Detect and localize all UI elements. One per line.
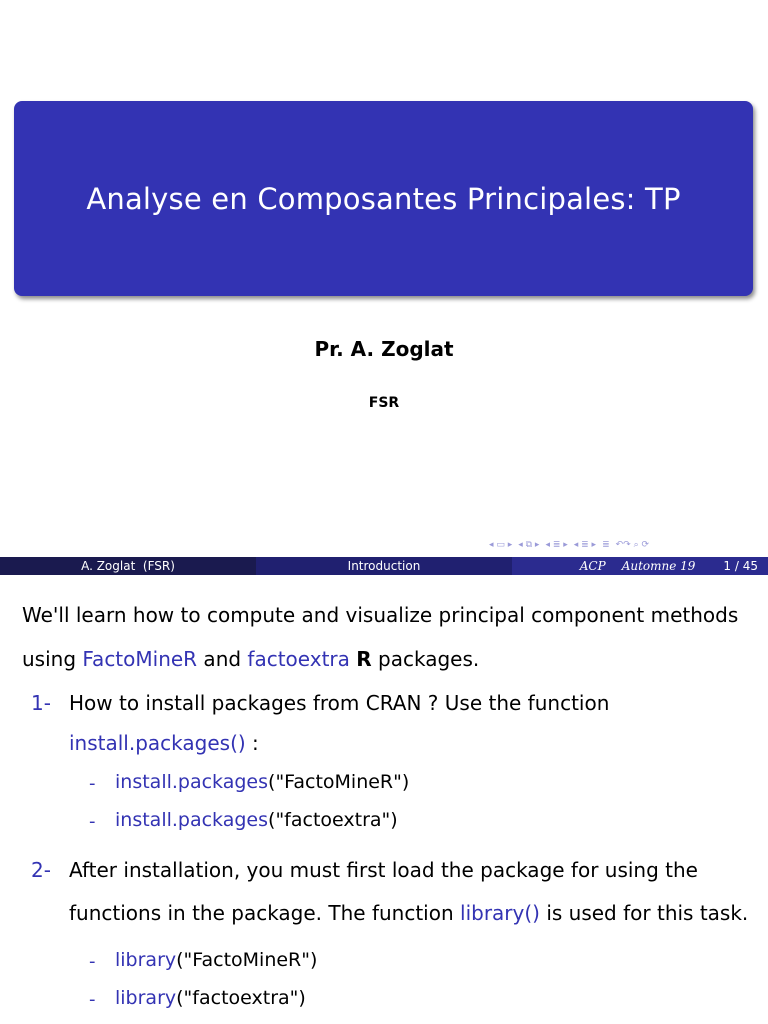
footline-short-title: ACP <box>579 559 606 573</box>
nav-search-icon[interactable]: ↶↷ ⌕ ⟳ <box>615 540 650 550</box>
package-name-factoextra: factoextra <box>247 647 350 671</box>
nav-section-icon[interactable]: ◂ ≣ ▸ <box>545 540 568 550</box>
intro-text: and <box>197 647 248 671</box>
slide-title: Analyse en Composantes Principales: TP <box>86 181 681 216</box>
beamer-navigation-bar <box>489 538 649 552</box>
item-2-line-2 <box>69 901 748 925</box>
r-language-name: R <box>356 647 372 671</box>
footline-author-text: A. Zoglat (FSR) <box>81 559 175 573</box>
footline-section <box>256 557 512 575</box>
subitem-install-factoextra <box>115 809 398 831</box>
author: Pr. A. Zoglat <box>314 337 454 361</box>
intro-line-1: We'll learn how to compute and visualize principal component methods <box>22 603 739 627</box>
subitem-dash: - <box>89 951 96 972</box>
title-block <box>14 101 753 296</box>
intro-line-2 <box>22 647 479 671</box>
function-argument: ("FactoMineR") <box>268 771 410 793</box>
function-name: library <box>115 949 177 971</box>
nav-subsection-icon[interactable]: ◂ ⧉ ▸ <box>518 540 540 550</box>
nav-subsection-list-icon[interactable]: ◂ ≣ ▸ <box>573 540 597 550</box>
footline <box>0 557 768 575</box>
subitem-library-factominer <box>115 949 317 971</box>
subitem-dash: - <box>89 811 96 832</box>
footline-term: Automne 19 <box>621 559 696 573</box>
second-slide-content <box>0 575 768 1024</box>
item-1-line-2 <box>69 731 259 755</box>
function-library: library() <box>460 901 540 925</box>
institute: FSR <box>368 395 400 411</box>
function-name: install.packages <box>115 809 269 831</box>
subitem-dash: - <box>89 989 96 1010</box>
nav-frame-icon[interactable]: ◂ ▭ ▸ <box>489 540 513 550</box>
item-number-2: 2- <box>31 858 51 882</box>
function-name: library <box>115 987 177 1009</box>
footline-section-text: Introduction <box>347 559 421 573</box>
function-argument: ("factoextra") <box>176 987 306 1009</box>
item-2-text-pre: functions in the package. The function <box>69 901 461 925</box>
nav-document-icon[interactable]: ≣ <box>602 540 610 550</box>
function-install-packages: install.packages() <box>69 731 246 755</box>
package-name-factominer: FactoMineR <box>82 647 198 671</box>
function-argument: ("FactoMineR") <box>176 949 318 971</box>
item-2-text: After installation, you must first load the package for using the <box>69 858 698 882</box>
footline-title <box>512 557 768 575</box>
subitem-library-factoextra <box>115 987 306 1009</box>
item-1-text: How to install packages from CRAN ? Use the function <box>69 691 610 715</box>
intro-text: packages. <box>371 647 480 671</box>
subitem-dash: - <box>89 773 96 794</box>
intro-text: using <box>22 647 83 671</box>
page-number: 1 / 45 <box>723 559 758 573</box>
item-1-colon: : <box>245 731 259 755</box>
function-argument: ("factoextra") <box>268 809 398 831</box>
item-number-1: 1- <box>31 691 51 715</box>
footline-author <box>0 557 256 575</box>
subitem-install-factominer <box>115 771 409 793</box>
function-name: install.packages <box>115 771 269 793</box>
item-2-text-post: is used for this task. <box>539 901 749 925</box>
